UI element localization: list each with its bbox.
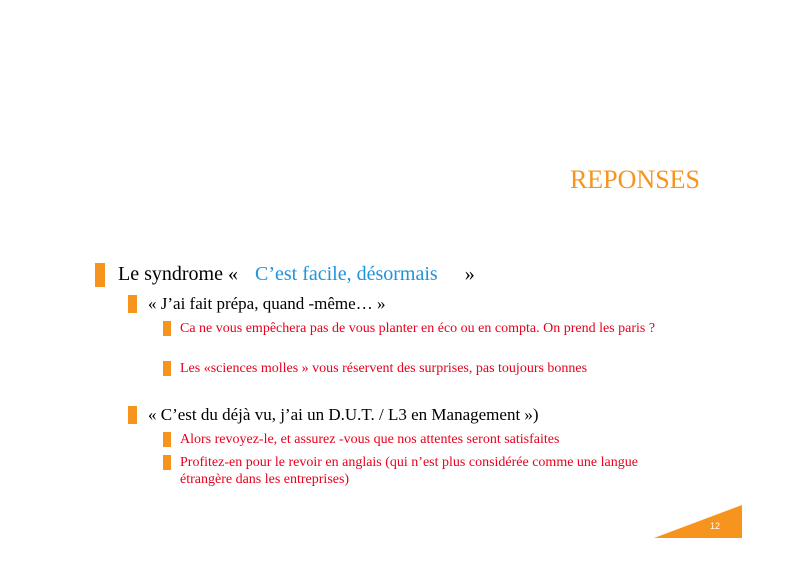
bullet-square-icon [95,263,105,287]
group1-item-1: Ca ne vous empêchera pas de vous planter en éco ou en compta. On prend les paris ? [180,321,656,336]
level1-highlight: C’est facile, désormais [254,263,438,285]
level1-prefix: Le syndrome « [118,263,238,285]
group2-heading: « C’est du déjà vu, j’ai un D.U.T. / L3 en Management ») [148,405,539,424]
group2-item-1: Alors revoyez-le, et assurez -vous que nos attentes seront satisfaites [180,432,560,447]
bullet-square-icon [128,406,137,424]
level1-suffix: » [464,263,475,285]
level1-text [118,263,475,286]
page-number: 12 [710,521,721,531]
bullet-square-icon [128,295,137,313]
slide-title: REPONSES [569,165,700,194]
bullet-square-icon [163,361,171,376]
group2-item-2: Profitez-en pour le revoir en anglais (qui n’est plus considérée comme une langue étrangère dans les entreprises) [180,455,638,487]
bullet-square-icon [163,321,171,336]
bullet-square-icon [163,432,171,447]
group1-item-2: Les «sciences molles » vous réservent des surprises, pas toujours bonnes [180,361,588,376]
group1-heading: « J’ai fait prépa, quand -même… » [148,294,386,313]
corner-triangle-icon [654,505,742,538]
bullet-square-icon [163,455,171,470]
